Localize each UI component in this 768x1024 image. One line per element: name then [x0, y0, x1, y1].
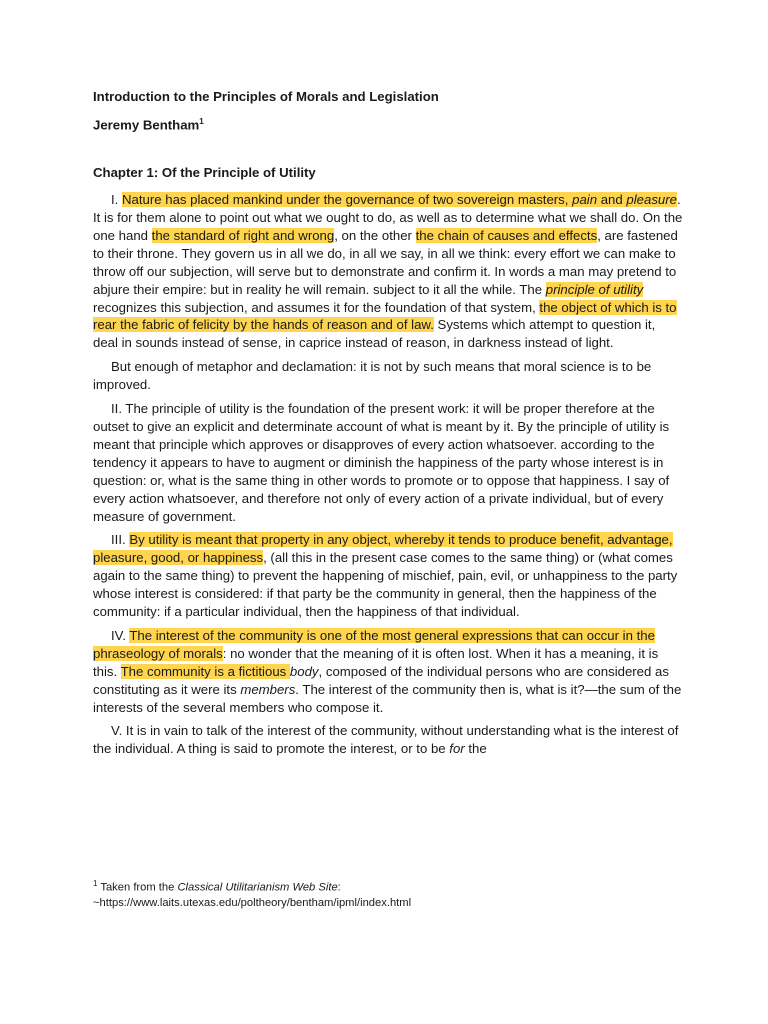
- footnote-line: [93, 876, 693, 896]
- text-span: , (all this in the present case comes to the same thing) or (what comes again to the same thing) to prevent the happening of mischief, pain, evil, or unhappiness to the party whose interest is considered: if that party be the community in general, then the happiness of the community: if a particular individual, then the happiness of that individual.: [93, 550, 678, 620]
- text-span: the: [464, 741, 487, 757]
- highlighted-text: and: [597, 192, 627, 208]
- footnote: [93, 876, 693, 912]
- text-span: Systems which attempt to question it, deal in sounds instead of sense, in caprice instead of reason, in darkness instead of light.: [93, 317, 656, 351]
- footnote-colon: :: [337, 881, 341, 894]
- text-span: II. The principle of utility is the foundation of the present work: it will be proper therefore at the outset to give an explicit and determinate account of what is meant by it. By the principle of utility is meant that principle which approves or disapproves of every action whatsoever. according to the tendency it appears to have to augment or diminish the happiness of the party whose interest is in question: or, what is the same thing in other words to promote or to oppose that happiness. I say of every action whatsoever, and therefore not only of every action of a private individual, but of every measure of government.: [93, 401, 670, 524]
- text-span: But enough of metaphor and declamation: it is not by such means that moral science is to be improved.: [93, 359, 652, 393]
- footnote-mark: 1: [93, 879, 98, 888]
- highlighted-text: By utility is meant that property in any object, whereby it tends to produce benefit, advantage, pleasure, good, or happiness: [93, 532, 673, 566]
- paragraph: [93, 531, 683, 621]
- text-span: for: [449, 741, 465, 757]
- footnote-source-title: Classical Utilitarianism Web Site: [177, 881, 338, 894]
- paragraph: [93, 722, 683, 758]
- text-span: : no wonder that the meaning of it is often lost. When it has a meaning, it is this.: [93, 645, 659, 679]
- text-span: body: [289, 663, 319, 679]
- text-span: V. It is in vain to talk of the interest of the community, without understanding what is the interest of the individual. A thing is said to promote the interest, or to be: [93, 723, 679, 757]
- text-span: members: [240, 681, 296, 697]
- highlighted-text: principle of utility: [545, 281, 644, 297]
- highlighted-text: pleasure: [626, 192, 677, 208]
- highlighted-text: Nature has placed mankind under the governance of two sovereign masters,: [122, 192, 573, 208]
- chapter-title: Chapter 1: Of the Principle of Utility: [93, 165, 316, 181]
- author-line: [93, 113, 683, 134]
- document-title: Introduction to the Principles of Morals and Legislation: [93, 89, 439, 104]
- text-span: . The interest of the community then is, what is it?—the sum of the interests of the several members who compose it.: [93, 681, 682, 715]
- highlighted-text: pain: [572, 192, 598, 208]
- paragraph-list: [93, 191, 683, 758]
- text-span: IV.: [111, 627, 130, 643]
- text-span: I.: [111, 192, 122, 208]
- text-span: , composed of the individual persons who are considered as constituting as it were its: [93, 663, 669, 697]
- footnote-url: ~https://www.laits.utexas.edu/poltheory/bentham/ipml/index.html: [93, 897, 412, 910]
- highlighted-text: the chain of causes and effects: [415, 227, 598, 243]
- highlighted-text: The community is a fictitious: [120, 663, 290, 679]
- highlighted-text: the standard of right and wrong: [151, 227, 335, 243]
- text-span: , on the other: [334, 227, 416, 243]
- paragraph: [93, 191, 683, 352]
- paragraph: [93, 627, 683, 717]
- footnote-reference: 1: [199, 116, 204, 126]
- document-body: [93, 84, 683, 764]
- paragraph: [93, 400, 683, 525]
- paragraph: [93, 358, 683, 394]
- text-span: , are fastened to their throne. They govern us in all we do, in all we say, in all we think: every effort we can make to throw off our subjection, will serve but to demonstrate and confirm it. In words a man may pretend to abjure their empire: but in reality he will remain. subject to it all the while. The: [93, 227, 678, 297]
- highlighted-text: The interest of the community is one of the most general expressions that can occur in the phraseology of morals: [93, 627, 655, 661]
- text-span: recognizes this subjection, and assumes it for the foundation of that system,: [93, 299, 540, 315]
- footnote-lead: Taken from the: [97, 881, 178, 894]
- text-span: . It is for them alone to point out what we ought to do, as well as to determine what we shall do. On the one hand: [93, 192, 683, 243]
- author-name: Jeremy Bentham: [93, 117, 200, 133]
- highlighted-text: the object of which is to rear the fabric of felicity by the hands of reason and of law.: [93, 299, 677, 333]
- text-span: III.: [111, 532, 130, 548]
